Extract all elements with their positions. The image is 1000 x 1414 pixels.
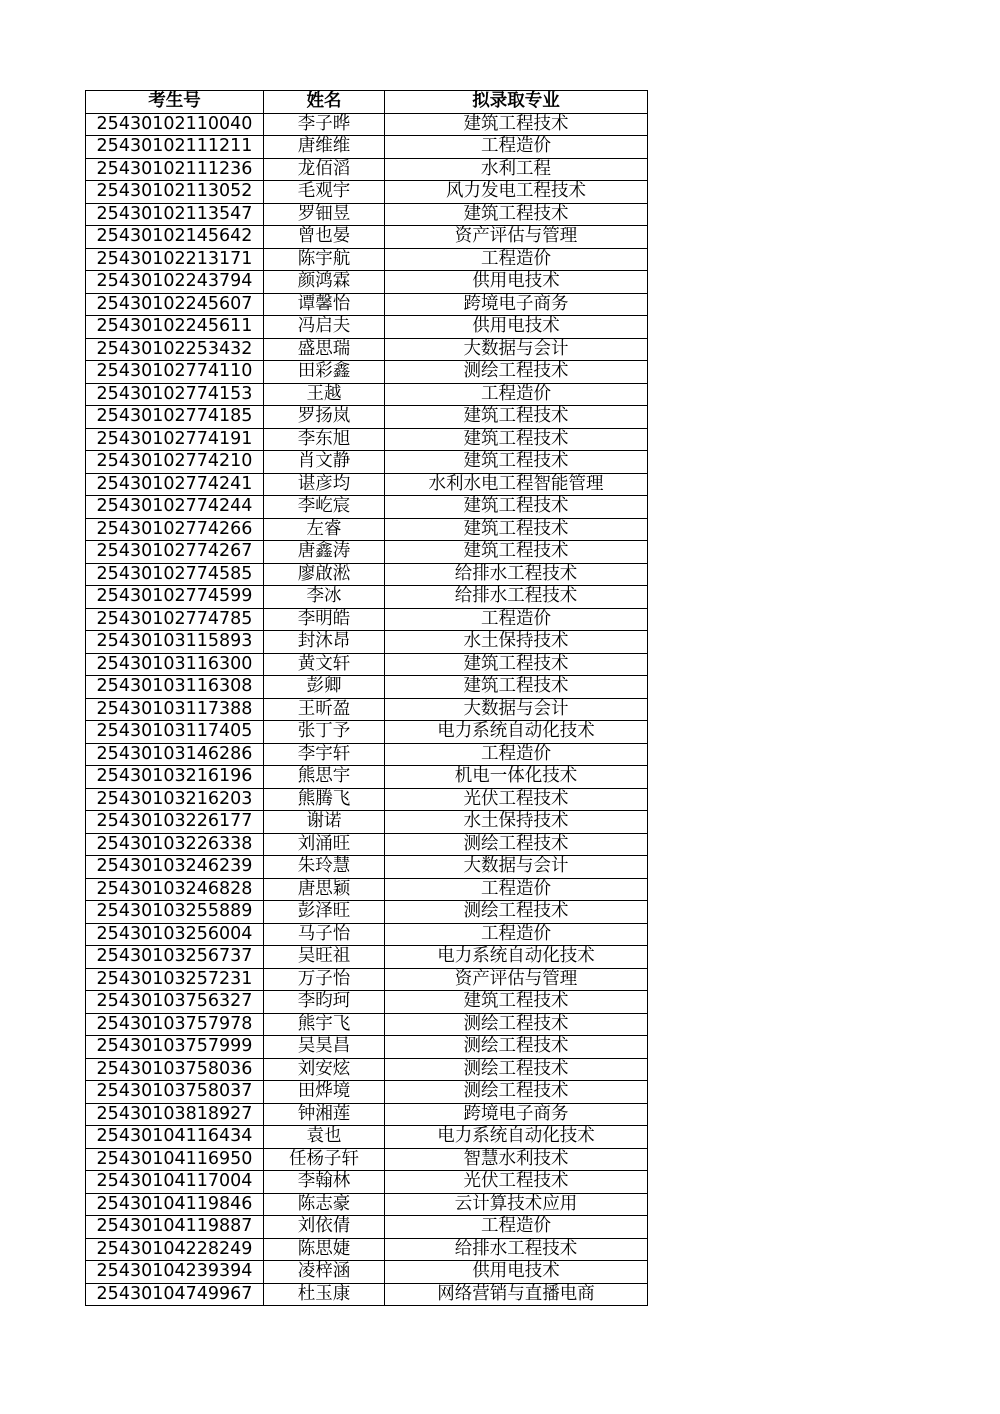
exam-id-cell: 25430102110040: [86, 113, 264, 136]
major-cell: 给排水工程技术: [385, 563, 648, 586]
major-cell: 大数据与会计: [385, 338, 648, 361]
name-cell: 吴昊昌: [264, 1036, 385, 1059]
major-cell: 建筑工程技术: [385, 518, 648, 541]
exam-id-cell: 25430103256737: [86, 946, 264, 969]
header-name: 姓名: [264, 91, 385, 114]
major-cell: 建筑工程技术: [385, 113, 648, 136]
table-row: [86, 946, 648, 969]
table-row: [86, 361, 648, 384]
major-cell: 建筑工程技术: [385, 991, 648, 1014]
table-row: [86, 338, 648, 361]
table-row: [86, 698, 648, 721]
major-cell: 工程造价: [385, 383, 648, 406]
name-cell: 凌梓涵: [264, 1261, 385, 1284]
name-cell: 熊宇飞: [264, 1013, 385, 1036]
major-cell: 云计算技术应用: [385, 1193, 648, 1216]
table-row: [86, 1171, 648, 1194]
major-cell: 给排水工程技术: [385, 586, 648, 609]
name-cell: 唐鑫涛: [264, 541, 385, 564]
table-row: [86, 451, 648, 474]
exam-id-cell: 25430102774153: [86, 383, 264, 406]
exam-id-cell: 25430102243794: [86, 271, 264, 294]
exam-id-cell: 25430102253432: [86, 338, 264, 361]
major-cell: 测绘工程技术: [385, 361, 648, 384]
table-row: [86, 901, 648, 924]
major-cell: 水土保持技术: [385, 811, 648, 834]
name-cell: 曾也晏: [264, 226, 385, 249]
table-row: [86, 518, 648, 541]
major-cell: 建筑工程技术: [385, 496, 648, 519]
name-cell: 刘涌旺: [264, 833, 385, 856]
major-cell: 电力系统自动化技术: [385, 1126, 648, 1149]
major-cell: 资产评估与管理: [385, 226, 648, 249]
major-cell: 测绘工程技术: [385, 1036, 648, 1059]
table-row: [86, 991, 648, 1014]
exam-id-cell: 25430102245611: [86, 316, 264, 339]
major-cell: 机电一体化技术: [385, 766, 648, 789]
name-cell: 钟湘莲: [264, 1103, 385, 1126]
table-row: [86, 563, 648, 586]
name-cell: 李明皓: [264, 608, 385, 631]
major-cell: 大数据与会计: [385, 856, 648, 879]
exam-id-cell: 25430102774241: [86, 473, 264, 496]
exam-id-cell: 25430102774785: [86, 608, 264, 631]
exam-id-cell: 25430103226177: [86, 811, 264, 834]
exam-id-cell: 25430104119887: [86, 1216, 264, 1239]
major-cell: 资产评估与管理: [385, 968, 648, 991]
table-row: [86, 1283, 648, 1306]
name-cell: 唐思颖: [264, 878, 385, 901]
name-cell: 彭卿: [264, 676, 385, 699]
header-major: 拟录取专业: [385, 91, 648, 114]
name-cell: 彭泽旺: [264, 901, 385, 924]
major-cell: 风力发电工程技术: [385, 181, 648, 204]
table-row: [86, 316, 648, 339]
name-cell: 廖啟淞: [264, 563, 385, 586]
exam-id-cell: 25430102113052: [86, 181, 264, 204]
table-row: [86, 473, 648, 496]
major-cell: 供用电技术: [385, 1261, 648, 1284]
table-row: [86, 766, 648, 789]
exam-id-cell: 25430102774599: [86, 586, 264, 609]
table-row: [86, 676, 648, 699]
table-row: [86, 496, 648, 519]
exam-id-cell: 25430104116950: [86, 1148, 264, 1171]
major-cell: 供用电技术: [385, 316, 648, 339]
major-cell: 工程造价: [385, 248, 648, 271]
table-row: [86, 293, 648, 316]
name-cell: 袁也: [264, 1126, 385, 1149]
major-cell: 光伏工程技术: [385, 788, 648, 811]
major-cell: 工程造价: [385, 923, 648, 946]
exam-id-cell: 25430102245607: [86, 293, 264, 316]
name-cell: 李翰林: [264, 1171, 385, 1194]
exam-id-cell: 25430102774185: [86, 406, 264, 429]
major-cell: 光伏工程技术: [385, 1171, 648, 1194]
major-cell: 电力系统自动化技术: [385, 946, 648, 969]
table-row: [86, 1081, 648, 1104]
exam-id-cell: 25430103146286: [86, 743, 264, 766]
major-cell: 供用电技术: [385, 271, 648, 294]
table-row: [86, 721, 648, 744]
name-cell: 黄文轩: [264, 653, 385, 676]
table-row: [86, 788, 648, 811]
exam-id-cell: 25430103117388: [86, 698, 264, 721]
name-cell: 盛思瑞: [264, 338, 385, 361]
name-cell: 肖文静: [264, 451, 385, 474]
name-cell: 李冰: [264, 586, 385, 609]
major-cell: 工程造价: [385, 743, 648, 766]
name-cell: 谢诺: [264, 811, 385, 834]
table-row: [86, 1103, 648, 1126]
name-cell: 颜鸿霖: [264, 271, 385, 294]
name-cell: 杜玉康: [264, 1283, 385, 1306]
exam-id-cell: 25430103117405: [86, 721, 264, 744]
name-cell: 封沐昂: [264, 631, 385, 654]
exam-id-cell: 25430104119846: [86, 1193, 264, 1216]
exam-id-cell: 25430103758037: [86, 1081, 264, 1104]
name-cell: 陈宇航: [264, 248, 385, 271]
name-cell: 陈思婕: [264, 1238, 385, 1261]
exam-id-cell: 25430104117004: [86, 1171, 264, 1194]
name-cell: 李宇轩: [264, 743, 385, 766]
name-cell: 刘安炫: [264, 1058, 385, 1081]
table-row: [86, 1148, 648, 1171]
name-cell: 李昀珂: [264, 991, 385, 1014]
exam-id-cell: 25430104116434: [86, 1126, 264, 1149]
name-cell: 王昕盈: [264, 698, 385, 721]
major-cell: 工程造价: [385, 878, 648, 901]
exam-id-cell: 25430103757999: [86, 1036, 264, 1059]
exam-id-cell: 25430102111211: [86, 136, 264, 159]
major-cell: 建筑工程技术: [385, 451, 648, 474]
table-row: [86, 383, 648, 406]
exam-id-cell: 25430102774267: [86, 541, 264, 564]
exam-id-cell: 25430102213171: [86, 248, 264, 271]
table-row: [86, 833, 648, 856]
major-cell: 跨境电子商务: [385, 1103, 648, 1126]
table-row: [86, 136, 648, 159]
name-cell: 田烨境: [264, 1081, 385, 1104]
name-cell: 马子怡: [264, 923, 385, 946]
table-row: [86, 1238, 648, 1261]
table-row: [86, 1036, 648, 1059]
header-row: [86, 91, 648, 114]
table-row: [86, 968, 648, 991]
major-cell: 建筑工程技术: [385, 541, 648, 564]
exam-id-cell: 25430103216203: [86, 788, 264, 811]
table-row: [86, 923, 648, 946]
major-cell: 工程造价: [385, 608, 648, 631]
name-cell: 谭馨怡: [264, 293, 385, 316]
name-cell: 罗钿昱: [264, 203, 385, 226]
major-cell: 测绘工程技术: [385, 1081, 648, 1104]
major-cell: 工程造价: [385, 136, 648, 159]
major-cell: 智慧水利技术: [385, 1148, 648, 1171]
major-cell: 测绘工程技术: [385, 833, 648, 856]
exam-id-cell: 25430102774191: [86, 428, 264, 451]
table-row: [86, 631, 648, 654]
exam-id-cell: 25430103116300: [86, 653, 264, 676]
name-cell: 龙佰滔: [264, 158, 385, 181]
exam-id-cell: 25430103758036: [86, 1058, 264, 1081]
name-cell: 田彩鑫: [264, 361, 385, 384]
exam-id-cell: 25430102113547: [86, 203, 264, 226]
major-cell: 测绘工程技术: [385, 1013, 648, 1036]
exam-id-cell: 25430104239394: [86, 1261, 264, 1284]
table-row: [86, 406, 648, 429]
table-row: [86, 586, 648, 609]
exam-id-cell: 25430104749967: [86, 1283, 264, 1306]
table-row: [86, 878, 648, 901]
table-body: [86, 113, 648, 1306]
name-cell: 吴旺祖: [264, 946, 385, 969]
major-cell: 大数据与会计: [385, 698, 648, 721]
name-cell: 毛观宇: [264, 181, 385, 204]
major-cell: 建筑工程技术: [385, 203, 648, 226]
table-row: [86, 1193, 648, 1216]
admission-table: [85, 90, 648, 1306]
exam-id-cell: 25430103116308: [86, 676, 264, 699]
exam-id-cell: 25430102111236: [86, 158, 264, 181]
name-cell: 冯启夫: [264, 316, 385, 339]
table-row: [86, 226, 648, 249]
name-cell: 张丁予: [264, 721, 385, 744]
exam-id-cell: 25430103757978: [86, 1013, 264, 1036]
table-row: [86, 158, 648, 181]
name-cell: 万子怡: [264, 968, 385, 991]
major-cell: 测绘工程技术: [385, 901, 648, 924]
table-row: [86, 541, 648, 564]
major-cell: 工程造价: [385, 1216, 648, 1239]
table-row: [86, 743, 648, 766]
name-cell: 李屹宸: [264, 496, 385, 519]
major-cell: 测绘工程技术: [385, 1058, 648, 1081]
table-row: [86, 113, 648, 136]
name-cell: 唐维维: [264, 136, 385, 159]
name-cell: 陈志豪: [264, 1193, 385, 1216]
exam-id-cell: 25430103818927: [86, 1103, 264, 1126]
exam-id-cell: 25430103257231: [86, 968, 264, 991]
name-cell: 罗扬岚: [264, 406, 385, 429]
exam-id-cell: 25430102774585: [86, 563, 264, 586]
table-row: [86, 653, 648, 676]
name-cell: 刘依倩: [264, 1216, 385, 1239]
table-row: [86, 608, 648, 631]
major-cell: 水土保持技术: [385, 631, 648, 654]
name-cell: 李东旭: [264, 428, 385, 451]
exam-id-cell: 25430103226338: [86, 833, 264, 856]
table-row: [86, 811, 648, 834]
table-row: [86, 1126, 648, 1149]
table-row: [86, 1216, 648, 1239]
exam-id-cell: 25430103246828: [86, 878, 264, 901]
exam-id-cell: 25430102774210: [86, 451, 264, 474]
name-cell: 熊腾飞: [264, 788, 385, 811]
exam-id-cell: 25430103115893: [86, 631, 264, 654]
header-exam-id: 考生号: [86, 91, 264, 114]
name-cell: 任杨子轩: [264, 1148, 385, 1171]
table-row: [86, 271, 648, 294]
exam-id-cell: 25430103216196: [86, 766, 264, 789]
table-row: [86, 203, 648, 226]
exam-id-cell: 25430103246239: [86, 856, 264, 879]
exam-id-cell: 25430102774266: [86, 518, 264, 541]
major-cell: 水利工程: [385, 158, 648, 181]
table-row: [86, 181, 648, 204]
table-row: [86, 1058, 648, 1081]
major-cell: 建筑工程技术: [385, 406, 648, 429]
name-cell: 熊思宇: [264, 766, 385, 789]
name-cell: 谌彦均: [264, 473, 385, 496]
table-row: [86, 428, 648, 451]
name-cell: 左睿: [264, 518, 385, 541]
table-row: [86, 1013, 648, 1036]
exam-id-cell: 25430102145642: [86, 226, 264, 249]
name-cell: 王越: [264, 383, 385, 406]
major-cell: 给排水工程技术: [385, 1238, 648, 1261]
exam-id-cell: 25430103256004: [86, 923, 264, 946]
exam-id-cell: 25430102774110: [86, 361, 264, 384]
major-cell: 网络营销与直播电商: [385, 1283, 648, 1306]
major-cell: 建筑工程技术: [385, 428, 648, 451]
table-row: [86, 856, 648, 879]
exam-id-cell: 25430103756327: [86, 991, 264, 1014]
major-cell: 水利水电工程智能管理: [385, 473, 648, 496]
major-cell: 电力系统自动化技术: [385, 721, 648, 744]
exam-id-cell: 25430102774244: [86, 496, 264, 519]
major-cell: 跨境电子商务: [385, 293, 648, 316]
exam-id-cell: 25430103255889: [86, 901, 264, 924]
major-cell: 建筑工程技术: [385, 653, 648, 676]
exam-id-cell: 25430104228249: [86, 1238, 264, 1261]
major-cell: 建筑工程技术: [385, 676, 648, 699]
name-cell: 李子晔: [264, 113, 385, 136]
table-row: [86, 248, 648, 271]
name-cell: 朱玲慧: [264, 856, 385, 879]
table-row: [86, 1261, 648, 1284]
